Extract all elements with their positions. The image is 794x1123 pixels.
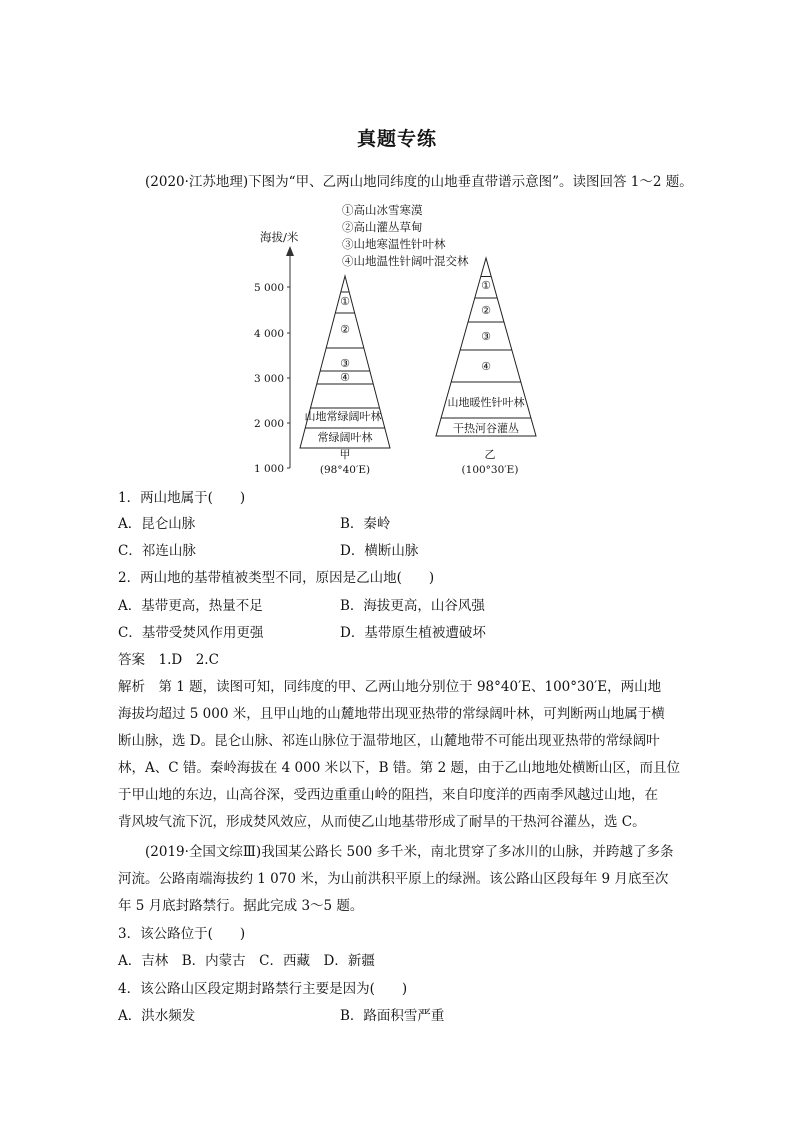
yi-zone-4: ④ [481, 360, 491, 373]
jia-zone-3: ③ [340, 357, 350, 370]
jia-zone-label-1: 山地常绿阔叶林 [304, 410, 382, 423]
tick-label-2000: 2 000 [253, 418, 284, 430]
jia-zone-4: ④ [340, 371, 350, 384]
yi-zone-3: ③ [481, 330, 491, 343]
intro-text-2-line-1: (2019·全国文综Ⅲ)我国某公路长 500 多千米，南北贯穿了多冰川的山脉，并跨越了多条 [145, 844, 674, 860]
tick-label-3000: 3 000 [253, 373, 284, 385]
yi-zone-2: ② [481, 304, 491, 317]
yi-zone-label-2: 干热河谷灌丛 [453, 422, 519, 435]
analysis-line-6: 背风坡气流下沉，形成焚风效应，从而使乙山地基带形成了耐旱的干热河谷灌丛，选 C。 [118, 814, 646, 830]
intro-text-2-line-3: 年 5 月底封路禁行。据此完成 3～5 题。 [118, 898, 364, 914]
y-axis-label: 海拔/米 [260, 230, 299, 244]
y-axis-arrow [286, 246, 294, 256]
analysis-line-1: 解析 第 1 题，读图可知，同纬度的甲、乙两山地分别位于 98°40′E、100°30′E，两山地 [118, 679, 662, 695]
yi-coord: (100°30′E) [461, 464, 519, 476]
q2-option-d: D．基带原生植被遭破坏 [340, 625, 486, 641]
intro-text-2-line-2: 河流。公路南端海拔约 1 070 米，为山前洪积平原上的绿洲。该公路山区段每年 9 月底至次 [118, 871, 669, 887]
analysis-line-5: 于甲山地的东边，山高谷深，受西边重重山岭的阻挡，来自印度洋的西南季风越过山地，在 [118, 787, 658, 803]
vertical-zonation-figure [250, 196, 550, 484]
tick-label-4000: 4 000 [253, 328, 284, 340]
mountain-yi [436, 258, 536, 476]
q3-stem: 3．该公路位于( ) [118, 926, 246, 942]
q4-option-a: A．洪水频发 [118, 1008, 196, 1024]
legend-item-4: ④山地温性针阔叶混交林 [342, 254, 469, 268]
jia-name: 甲 [339, 448, 351, 461]
jia-zone-1: ① [340, 295, 350, 308]
q4-option-b: B．路面积雪严重 [340, 1008, 445, 1024]
q1-option-c: C．祁连山脉 [118, 543, 196, 559]
answer-line: 答案 1.D 2.C [118, 652, 219, 668]
yi-zone-label-1: 山地暖性针叶林 [447, 396, 525, 409]
analysis-line-3: 断山脉，选 D。昆仑山脉、祁连山脉位于温带地区，山麓地带不可能出现亚热带的常绿阔叶 [118, 733, 660, 749]
q2-option-b: B．海拔更高，山谷风强 [340, 598, 485, 614]
jia-zone-label-2: 常绿阔叶林 [317, 431, 373, 444]
legend-item-3: ③山地寒温性针叶林 [342, 237, 446, 251]
jia-zone-2: ② [340, 323, 350, 336]
legend-item-2: ②高山灌丛草甸 [342, 220, 423, 234]
intro-text-1: (2020·江苏地理)下图为“甲、乙两山地同纬度的山地垂直带谱示意图”。读图回答 1～2 题。 [145, 174, 693, 190]
q1-stem: 1．两山地属于( ) [118, 490, 246, 506]
q2-option-a: A．基带更高，热量不足 [118, 598, 263, 614]
q2-option-c: C．基带受焚风作用更强 [118, 625, 264, 641]
q1-option-a: A．昆仑山脉 [118, 516, 196, 532]
yi-zone-1: ① [481, 279, 491, 292]
q3-options: A．吉林 B．内蒙古 C．西藏 D．新疆 [118, 953, 375, 969]
tick-label-5000: 5 000 [253, 282, 284, 294]
analysis-line-4: 林，A、C 错。秦岭海拔在 4 000 米以下，B 错。第 2 题，由于乙山地地处横断山区，而且位 [118, 760, 680, 776]
mountain-jia [300, 276, 390, 476]
page-title: 真题专练 [356, 128, 437, 150]
q1-option-d: D．横断山脉 [340, 543, 419, 559]
q2-stem: 2．两山地的基带植被类型不同，原因是乙山地( ) [118, 570, 435, 586]
jia-coord: (98°40′E) [319, 464, 371, 476]
q1-option-b: B．秦岭 [340, 516, 391, 532]
analysis-line-2: 海拔均超过 5 000 米，且甲山地的山麓地带出现亚热带的常绿阔叶林，可判断两山地属于横 [118, 706, 665, 722]
yi-name: 乙 [484, 448, 496, 461]
tick-label-1000: 1 000 [253, 463, 284, 475]
legend-item-1: ①高山冰雪寒漠 [342, 203, 423, 217]
q4-stem: 4．该公路山区段定期封路禁行主要是因为( ) [118, 981, 408, 997]
